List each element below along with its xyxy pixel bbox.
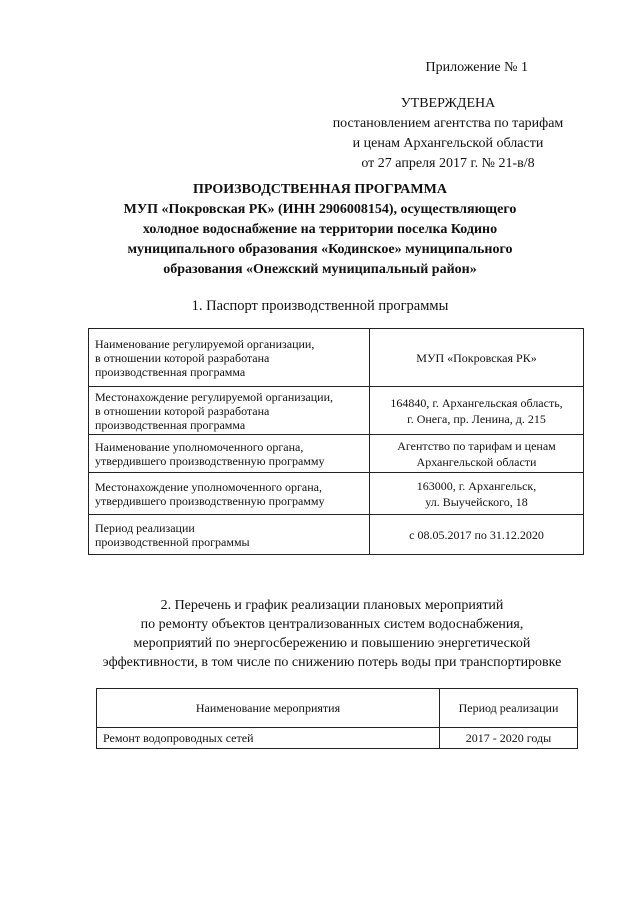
table-row <box>89 387 584 435</box>
row-label: Наименование регулируемой организации, в отношении которой разработана производственная программа <box>89 329 370 387</box>
approved-line: от 27 апреля 2017 г. № 21-в/8 <box>361 156 535 171</box>
table-row <box>97 728 578 749</box>
row-label: Период реализации производственной программы <box>89 515 370 555</box>
row-label: Местонахождение регулируемой организации, в отношении которой разработана производственная программа <box>89 387 370 435</box>
title-line: холодное водоснабжение на территории поселка Кодино <box>142 222 498 237</box>
row-value: 164840, г. Архангельская область, г. Онега, пр. Ленина, д. 215 <box>370 387 584 435</box>
table-header-row <box>97 689 578 728</box>
heading-line: мероприятий по энергосбережению и повышению энергетической <box>133 636 531 651</box>
measure-period: 2017 - 2020 годы <box>440 728 578 749</box>
approved-title: УТВЕРЖДЕНА <box>400 96 496 111</box>
title-line: МУП «Покровская РК» (ИНН 2906008154), осуществляющего <box>123 202 517 217</box>
title-line: ПРОИЗВОДСТВЕННАЯ ПРОГРАММА <box>193 182 447 197</box>
heading-line: 2. Перечень и график реализации плановых мероприятий <box>160 598 504 613</box>
approval-stamp-text <box>318 94 578 174</box>
table-row <box>89 515 584 555</box>
approved-line: постановлением агентства по тарифам <box>332 116 564 131</box>
measures-table <box>96 688 578 749</box>
title-line: муниципального образования «Кодинское» муниципального <box>127 242 513 257</box>
row-value: МУП «Покровская РК» <box>370 329 584 387</box>
approved-line: и ценам Архангельской области <box>352 136 544 151</box>
title-line: образования «Онежский муниципальный район» <box>163 262 477 277</box>
heading-line: по ремонту объектов централизованных систем водоснабжения, <box>140 617 524 632</box>
table-row <box>89 473 584 515</box>
document-title <box>100 180 540 280</box>
table-row <box>89 329 584 387</box>
row-label: Наименование уполномоченного органа, утвердившего производственную программу <box>89 435 370 473</box>
heading-line: эффективности, в том числе по снижению потерь воды при транспортировке <box>102 655 562 670</box>
appendix-label: Приложение № 1 <box>425 60 528 75</box>
row-value: Агентство по тарифам и ценам Архангельской области <box>370 435 584 473</box>
passport-table <box>88 328 584 555</box>
table-row <box>89 435 584 473</box>
row-value: 163000, г. Архангельск, ул. Выучейского, 18 <box>370 473 584 515</box>
column-header-period: Период реализации <box>440 689 578 728</box>
section-2-heading <box>92 596 572 672</box>
measure-name: Ремонт водопроводных сетей <box>97 728 440 749</box>
row-label: Местонахождение уполномоченного органа, утвердившего производственную программу <box>89 473 370 515</box>
row-value: с 08.05.2017 по 31.12.2020 <box>370 515 584 555</box>
section-1-heading: 1. Паспорт производственной программы <box>191 298 449 314</box>
column-header-name: Наименование мероприятия <box>97 689 440 728</box>
